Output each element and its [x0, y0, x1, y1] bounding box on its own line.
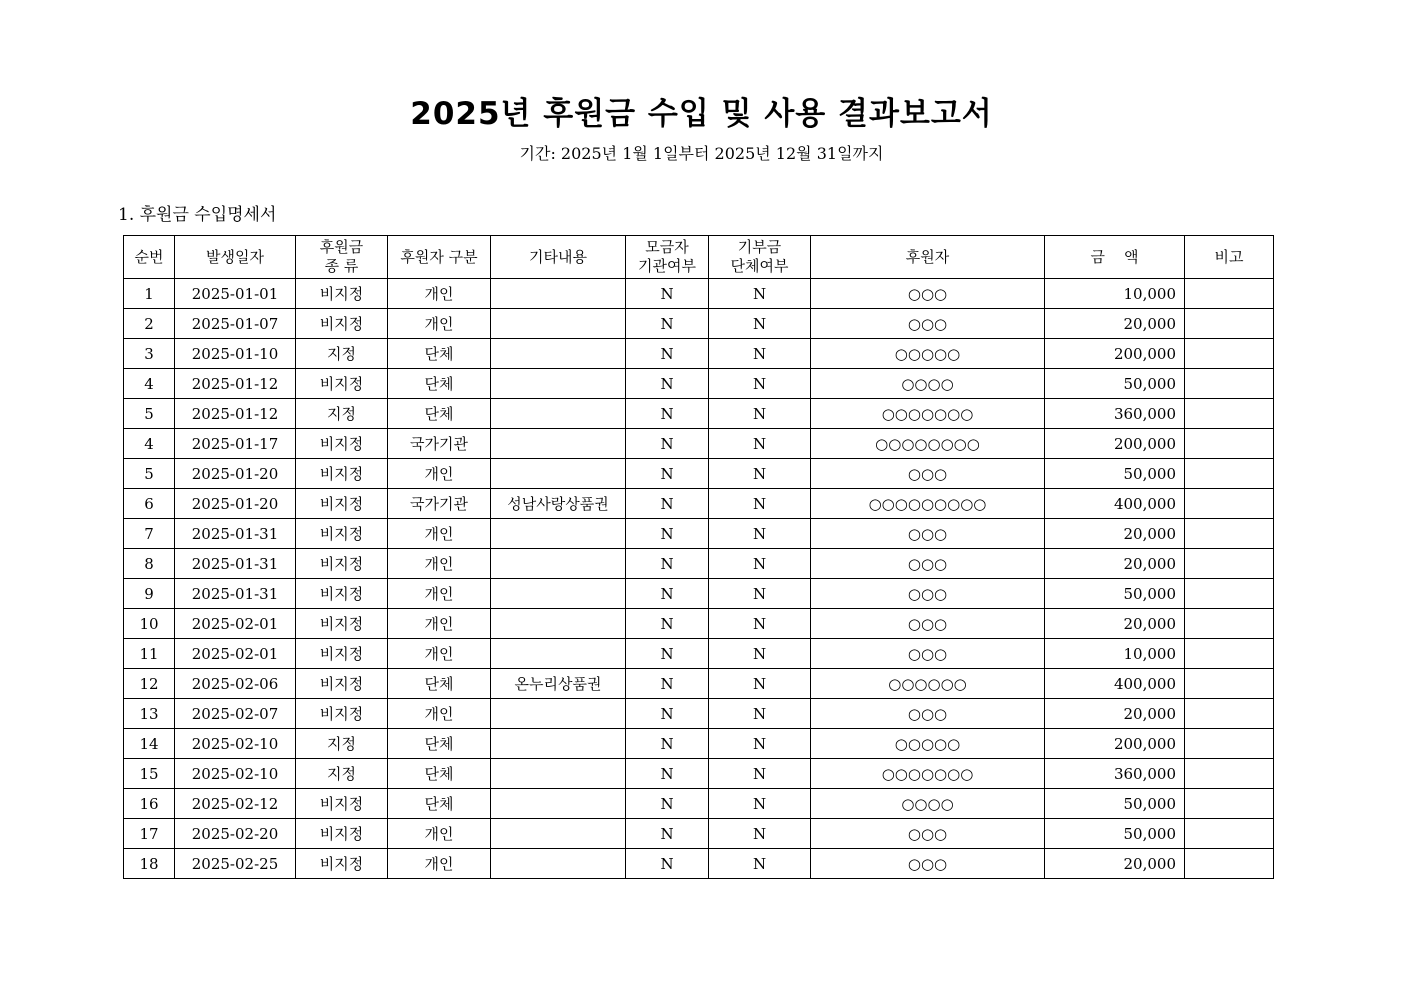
cell-collector: N: [626, 729, 709, 759]
cell-donor-type: 단체: [388, 369, 491, 399]
cell-seq: 2: [124, 309, 175, 339]
table-row: [124, 369, 1274, 399]
cell-donation-type: 비지정: [296, 309, 388, 339]
cell-donation-type: 지정: [296, 759, 388, 789]
cell-collector: N: [626, 549, 709, 579]
table-row: [124, 489, 1274, 519]
cell-donor: ○○○: [811, 699, 1045, 729]
cell-note: [1185, 639, 1274, 669]
cell-donor-type: 국가기관: [388, 489, 491, 519]
header-date: 발생일자: [175, 236, 296, 279]
cell-group: N: [709, 339, 811, 369]
cell-donation-type: 지정: [296, 339, 388, 369]
header-seq: 순번: [124, 236, 175, 279]
cell-donation-type: 비지정: [296, 579, 388, 609]
cell-other: [491, 549, 626, 579]
table-row: [124, 459, 1274, 489]
cell-donation-type: 비지정: [296, 369, 388, 399]
cell-donor-type: 개인: [388, 459, 491, 489]
cell-donor-type: 단체: [388, 729, 491, 759]
cell-note: [1185, 279, 1274, 309]
table-row: [124, 819, 1274, 849]
cell-date: 2025-01-12: [175, 399, 296, 429]
cell-seq: 12: [124, 669, 175, 699]
section-heading: 1. 후원금 수입명세서: [118, 205, 277, 225]
cell-donor: ○○○: [811, 609, 1045, 639]
header-donation-type-line1: 후원금: [319, 238, 364, 256]
table-row: [124, 429, 1274, 459]
cell-date: 2025-01-31: [175, 519, 296, 549]
cell-group: N: [709, 759, 811, 789]
cell-donation-type: 비지정: [296, 639, 388, 669]
cell-seq: 6: [124, 489, 175, 519]
cell-group: N: [709, 669, 811, 699]
cell-group: N: [709, 729, 811, 759]
cell-date: 2025-01-12: [175, 369, 296, 399]
header-group-line1: 기부금: [737, 238, 782, 256]
header-donation-type-line2: 종 류: [324, 257, 359, 275]
cell-donor: ○○○: [811, 279, 1045, 309]
header-group-line2: 단체여부: [730, 257, 789, 275]
cell-donor: ○○○○○○: [811, 669, 1045, 699]
table-row: [124, 849, 1274, 879]
cell-group: N: [709, 429, 811, 459]
cell-donor-type: 개인: [388, 849, 491, 879]
cell-seq: 4: [124, 429, 175, 459]
cell-date: 2025-01-17: [175, 429, 296, 459]
cell-group: N: [709, 579, 811, 609]
cell-collector: N: [626, 279, 709, 309]
cell-amount: 50,000: [1045, 369, 1185, 399]
cell-amount: 400,000: [1045, 669, 1185, 699]
cell-collector: N: [626, 789, 709, 819]
cell-other: [491, 609, 626, 639]
cell-donor-type: 단체: [388, 339, 491, 369]
table-row: [124, 729, 1274, 759]
cell-other: [491, 459, 626, 489]
cell-group: N: [709, 369, 811, 399]
cell-donor: ○○○○: [811, 789, 1045, 819]
cell-donation-type: 비지정: [296, 429, 388, 459]
cell-date: 2025-02-25: [175, 849, 296, 879]
cell-amount: 360,000: [1045, 399, 1185, 429]
cell-seq: 9: [124, 579, 175, 609]
cell-amount: 10,000: [1045, 279, 1185, 309]
cell-donation-type: 비지정: [296, 819, 388, 849]
cell-date: 2025-01-31: [175, 549, 296, 579]
cell-seq: 15: [124, 759, 175, 789]
header-collector-line1: 모금자: [645, 238, 689, 256]
cell-date: 2025-02-10: [175, 729, 296, 759]
cell-group: N: [709, 819, 811, 849]
cell-note: [1185, 369, 1274, 399]
cell-donation-type: 비지정: [296, 519, 388, 549]
report-period: 기간: 2025년 1월 1일부터 2025년 12월 31일까지: [519, 144, 884, 163]
table-row: [124, 339, 1274, 369]
cell-seq: 17: [124, 819, 175, 849]
cell-donation-type: 비지정: [296, 279, 388, 309]
cell-other: 온누리상품권: [491, 669, 626, 699]
header-note: 비고: [1185, 236, 1274, 279]
cell-other: [491, 579, 626, 609]
table-row: [124, 309, 1274, 339]
cell-donation-type: 비지정: [296, 549, 388, 579]
cell-collector: N: [626, 759, 709, 789]
cell-donor: ○○○○○: [811, 729, 1045, 759]
cell-date: 2025-02-10: [175, 759, 296, 789]
table-row: [124, 519, 1274, 549]
cell-other: [491, 279, 626, 309]
cell-donor: ○○○: [811, 549, 1045, 579]
cell-date: 2025-01-31: [175, 579, 296, 609]
cell-donation-type: 지정: [296, 729, 388, 759]
cell-donor-type: 개인: [388, 699, 491, 729]
cell-date: 2025-01-20: [175, 489, 296, 519]
cell-collector: N: [626, 849, 709, 879]
table-row: [124, 279, 1274, 309]
cell-seq: 14: [124, 729, 175, 759]
cell-note: [1185, 309, 1274, 339]
cell-other: [491, 789, 626, 819]
cell-other: [491, 339, 626, 369]
cell-seq: 7: [124, 519, 175, 549]
cell-collector: N: [626, 699, 709, 729]
cell-other: [491, 639, 626, 669]
cell-collector: N: [626, 459, 709, 489]
cell-date: 2025-02-06: [175, 669, 296, 699]
table-row: [124, 609, 1274, 639]
cell-group: N: [709, 399, 811, 429]
table-row: [124, 699, 1274, 729]
header-amount: 금 액: [1045, 236, 1185, 279]
cell-donor: ○○○: [811, 519, 1045, 549]
cell-donor: ○○○: [811, 309, 1045, 339]
cell-donor-type: 단체: [388, 789, 491, 819]
cell-donor: ○○○○○○○: [811, 759, 1045, 789]
cell-other: [491, 369, 626, 399]
header-collector: [626, 236, 709, 279]
cell-date: 2025-02-01: [175, 639, 296, 669]
cell-donation-type: 비지정: [296, 789, 388, 819]
cell-donor: ○○○○: [811, 369, 1045, 399]
header-collector-line2: 기관여부: [638, 257, 696, 275]
cell-note: [1185, 489, 1274, 519]
cell-date: 2025-01-20: [175, 459, 296, 489]
cell-donation-type: 비지정: [296, 699, 388, 729]
cell-donation-type: 비지정: [296, 669, 388, 699]
cell-donor-type: 개인: [388, 819, 491, 849]
cell-donor-type: 개인: [388, 279, 491, 309]
cell-seq: 5: [124, 459, 175, 489]
cell-note: [1185, 339, 1274, 369]
cell-group: N: [709, 849, 811, 879]
cell-seq: 13: [124, 699, 175, 729]
cell-note: [1185, 669, 1274, 699]
table-header-row: [124, 236, 1274, 279]
cell-donor: ○○○: [811, 579, 1045, 609]
cell-group: N: [709, 489, 811, 519]
cell-donation-type: 지정: [296, 399, 388, 429]
cell-note: [1185, 429, 1274, 459]
cell-collector: N: [626, 399, 709, 429]
cell-amount: 20,000: [1045, 609, 1185, 639]
cell-other: [491, 519, 626, 549]
cell-note: [1185, 849, 1274, 879]
cell-donor-type: 국가기관: [388, 429, 491, 459]
cell-seq: 3: [124, 339, 175, 369]
cell-amount: 200,000: [1045, 339, 1185, 369]
cell-date: 2025-01-01: [175, 279, 296, 309]
cell-note: [1185, 789, 1274, 819]
cell-donor-type: 개인: [388, 519, 491, 549]
header-other: 기타내용: [491, 236, 626, 279]
cell-donor: ○○○: [811, 819, 1045, 849]
cell-seq: 8: [124, 549, 175, 579]
header-group: [709, 236, 811, 279]
cell-date: 2025-02-12: [175, 789, 296, 819]
header-donation-type: [296, 236, 388, 279]
cell-note: [1185, 609, 1274, 639]
cell-note: [1185, 519, 1274, 549]
cell-donor: ○○○○○○○○: [811, 429, 1045, 459]
page-title: 2025년 후원금 수입 및 사용 결과보고서: [410, 96, 993, 132]
cell-collector: N: [626, 579, 709, 609]
cell-donor-type: 단체: [388, 759, 491, 789]
cell-donor-type: 개인: [388, 579, 491, 609]
cell-date: 2025-02-01: [175, 609, 296, 639]
cell-amount: 50,000: [1045, 819, 1185, 849]
cell-collector: N: [626, 309, 709, 339]
table-row: [124, 549, 1274, 579]
table-row: [124, 669, 1274, 699]
cell-donation-type: 비지정: [296, 849, 388, 879]
cell-amount: 200,000: [1045, 429, 1185, 459]
cell-group: N: [709, 309, 811, 339]
cell-donor-type: 단체: [388, 399, 491, 429]
cell-group: N: [709, 549, 811, 579]
cell-donor: ○○○: [811, 459, 1045, 489]
cell-note: [1185, 549, 1274, 579]
cell-date: 2025-01-07: [175, 309, 296, 339]
cell-donor: ○○○: [811, 639, 1045, 669]
cell-other: [491, 849, 626, 879]
cell-date: 2025-02-20: [175, 819, 296, 849]
cell-donor-type: 개인: [388, 609, 491, 639]
cell-amount: 20,000: [1045, 309, 1185, 339]
table-row: [124, 759, 1274, 789]
cell-amount: 50,000: [1045, 789, 1185, 819]
cell-seq: 1: [124, 279, 175, 309]
cell-other: [491, 699, 626, 729]
cell-note: [1185, 459, 1274, 489]
cell-note: [1185, 729, 1274, 759]
cell-donor: ○○○: [811, 849, 1045, 879]
table-row: [124, 639, 1274, 669]
cell-amount: 20,000: [1045, 849, 1185, 879]
cell-group: N: [709, 279, 811, 309]
cell-collector: N: [626, 819, 709, 849]
cell-amount: 360,000: [1045, 759, 1185, 789]
cell-group: N: [709, 789, 811, 819]
table-row: [124, 399, 1274, 429]
cell-seq: 10: [124, 609, 175, 639]
cell-donor: ○○○○○○○○○: [811, 489, 1045, 519]
cell-group: N: [709, 459, 811, 489]
cell-amount: 200,000: [1045, 729, 1185, 759]
cell-note: [1185, 579, 1274, 609]
cell-group: N: [709, 519, 811, 549]
cell-amount: 50,000: [1045, 579, 1185, 609]
cell-collector: N: [626, 639, 709, 669]
cell-amount: 20,000: [1045, 549, 1185, 579]
cell-collector: N: [626, 519, 709, 549]
cell-donor-type: 개인: [388, 639, 491, 669]
cell-collector: N: [626, 609, 709, 639]
cell-donation-type: 비지정: [296, 459, 388, 489]
cell-other: [491, 759, 626, 789]
cell-date: 2025-02-07: [175, 699, 296, 729]
header-donor: 후원자: [811, 236, 1045, 279]
cell-collector: N: [626, 489, 709, 519]
cell-note: [1185, 819, 1274, 849]
income-statement-table: [123, 235, 1274, 879]
cell-seq: 4: [124, 369, 175, 399]
cell-other: 성남사랑상품권: [491, 489, 626, 519]
cell-amount: 10,000: [1045, 639, 1185, 669]
cell-note: [1185, 699, 1274, 729]
cell-date: 2025-01-10: [175, 339, 296, 369]
cell-other: [491, 429, 626, 459]
cell-group: N: [709, 639, 811, 669]
cell-other: [491, 309, 626, 339]
cell-other: [491, 729, 626, 759]
cell-amount: 50,000: [1045, 459, 1185, 489]
table-row: [124, 789, 1274, 819]
cell-seq: 16: [124, 789, 175, 819]
cell-amount: 20,000: [1045, 519, 1185, 549]
cell-group: N: [709, 699, 811, 729]
cell-seq: 5: [124, 399, 175, 429]
cell-seq: 18: [124, 849, 175, 879]
cell-seq: 11: [124, 639, 175, 669]
cell-donation-type: 비지정: [296, 609, 388, 639]
cell-note: [1185, 759, 1274, 789]
cell-collector: N: [626, 429, 709, 459]
cell-donor-type: 단체: [388, 669, 491, 699]
cell-amount: 20,000: [1045, 699, 1185, 729]
cell-note: [1185, 399, 1274, 429]
cell-donor: ○○○○○: [811, 339, 1045, 369]
cell-donor-type: 개인: [388, 309, 491, 339]
cell-other: [491, 819, 626, 849]
cell-amount: 400,000: [1045, 489, 1185, 519]
cell-donor-type: 개인: [388, 549, 491, 579]
cell-donation-type: 비지정: [296, 489, 388, 519]
cell-group: N: [709, 609, 811, 639]
cell-collector: N: [626, 369, 709, 399]
header-donor-type: 후원자 구분: [388, 236, 491, 279]
table-body: [124, 279, 1274, 879]
cell-donor: ○○○○○○○: [811, 399, 1045, 429]
table-row: [124, 579, 1274, 609]
cell-collector: N: [626, 339, 709, 369]
cell-collector: N: [626, 669, 709, 699]
cell-other: [491, 399, 626, 429]
